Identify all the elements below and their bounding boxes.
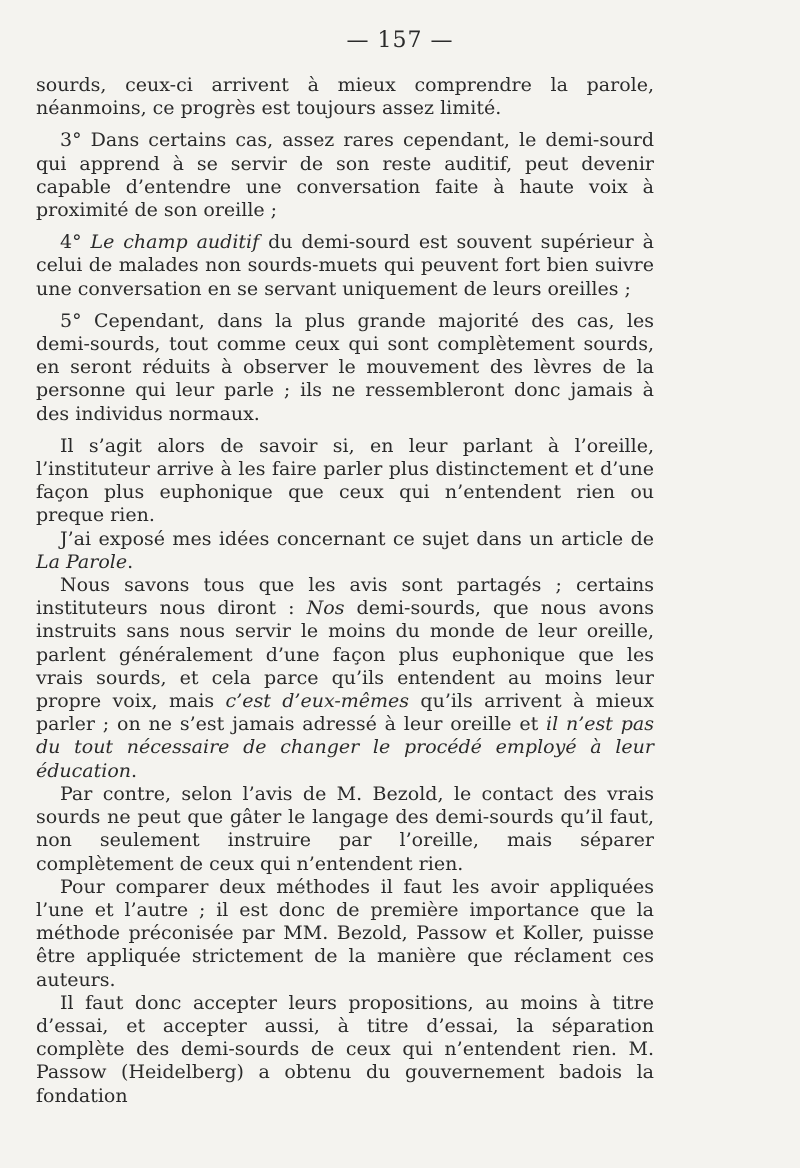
paragraph-rest: . <box>127 550 134 573</box>
paragraph-lead: 4° <box>60 231 91 254</box>
page-number: — 157 — <box>346 28 454 53</box>
paragraph-question: Il s’agit alors de savoir si, en leur parlant à l’oreille, l’instituteur arrive à les faire parler plus distinctement et d’une façon plus euphonique que ceux qui n’entendent rien ou preque rien. <box>36 434 654 527</box>
paragraph-continuation: sourds, ceux-ci arrivent à mieux comprendre la parole, néanmoins, ce progrès est toujours assez limité. <box>36 74 654 120</box>
paragraph-point-5: 5° Cependant, dans la plus grande majorité des cas, les demi-sourds, tout comme ceux qui sont complètement sourds, en seront réduits à observer le mouvement des lèvres de la personne qui leur parle ; ils ne ressembleront donc jamais à des individus normaux. <box>36 309 654 425</box>
paragraph-lead: J’ai exposé mes idées concernant ce sujet dans un article de <box>60 527 654 550</box>
italic-phrase: c’est d’eux-mêmes <box>225 690 410 713</box>
paragraph-opinions <box>36 574 654 783</box>
italic-phrase: Le champ auditif <box>90 231 260 254</box>
paragraph-compare: Pour comparer deux méthodes il faut les avoir appliquées l’une et l’autre ; il est donc de première importance que la méthode préconisée par MM. Bezold, Passow et Koller, puisse être appliquée strictement de la manière que réclament ces auteurs. <box>36 875 654 991</box>
paragraph-part: . <box>131 759 138 782</box>
paragraph-part: demi-sourds, que nous avons instruits sans nous servir le moins du monde de leur oreille, parlent généralement d’une façon plus euphonique que les vrais sourds, et cela parce qu’ils entendent au moins leur propre voix, mais <box>36 597 654 713</box>
paragraph-article <box>36 528 654 574</box>
italic-phrase: Nos <box>306 597 345 620</box>
italic-title: La Parole <box>36 550 128 573</box>
body-text <box>36 74 654 1108</box>
paragraph-accept: Il faut donc accepter leurs propositions, au moins à titre d’essai, et accepter aussi, à titre d’essai, la séparation complète des demi-sourds de ceux qui n’entendent rien. M. Passow (Heidelberg) a obtenu du gouvernement badois la fondation <box>36 991 654 1107</box>
paragraph-part: Nous savons tous que les avis sont partagés ; certains instituteurs nous diront : <box>36 574 654 620</box>
paragraph-point-4 <box>36 231 654 301</box>
paragraph-point-3: 3° Dans certains cas, assez rares cependant, le demi-sourd qui apprend à se servir de son reste auditif, peut devenir capable d’entendre une conversation faite à haute voix à proximité de son oreille ; <box>36 129 654 222</box>
paragraph-part: qu’ils arrivent à mieux parler ; on ne s’est jamais adressé à leur oreille et <box>36 690 654 736</box>
paragraph-rest: du demi-sourd est souvent supérieur à celui de malades non sourds-muets qui peuvent fort bien suivre une conversation en se servant uniquement de leurs oreilles ; <box>36 231 654 300</box>
italic-phrase: il n’est pas du tout nécessaire de changer le procédé employé à leur éducation <box>36 713 654 782</box>
paragraph-bezold: Par contre, selon l’avis de M. Bezold, le contact des vrais sourds ne peut que gâter le langage des demi-sourds qu’il faut, non seulement instruire par l’oreille, mais séparer complètement de ceux qui n’entendent rien. <box>36 782 654 875</box>
